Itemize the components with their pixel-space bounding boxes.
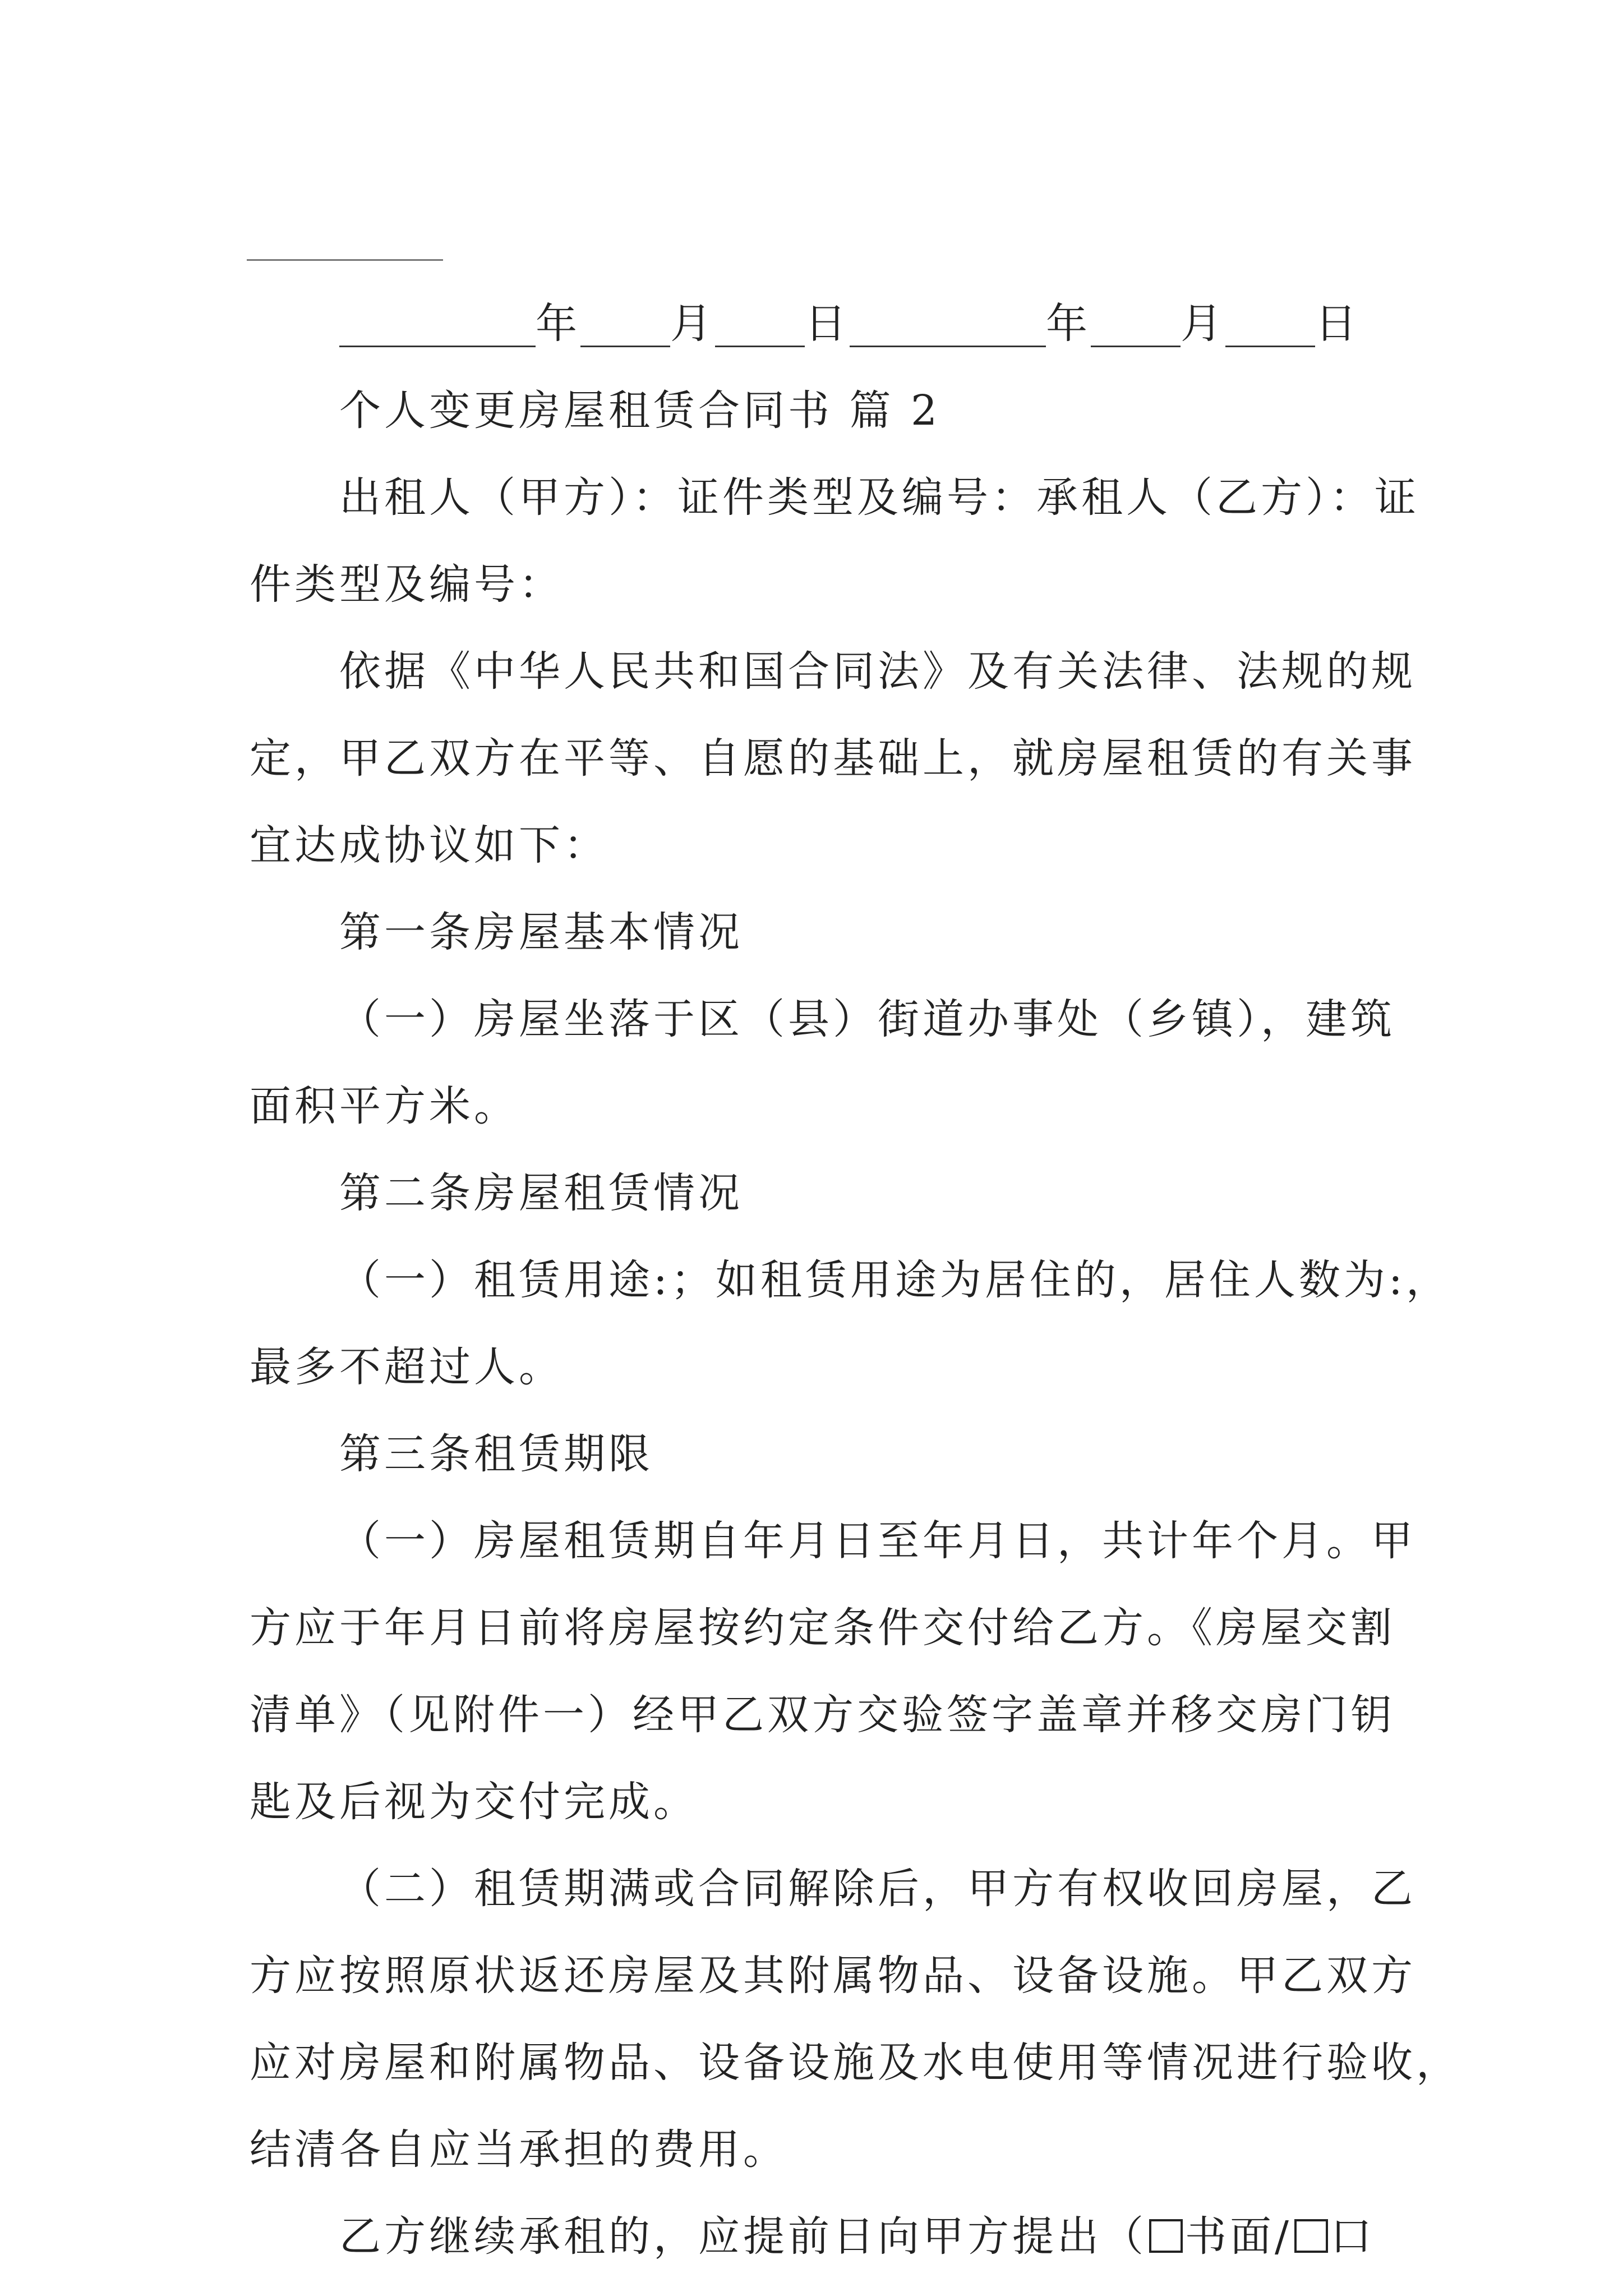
renewal-option-written: 书面/ <box>1185 2212 1292 2261</box>
article-3-p2-line-2: 方应按照原状返还房屋及其附属物品、设备设施。甲乙双方 <box>250 1952 1416 2000</box>
year-label-2: 年 <box>1046 300 1091 348</box>
month-label-1: 月 <box>670 300 715 348</box>
article-3-p1-line-2: 方应于年月日前将房屋按约定条件交付给乙方。《房屋交割 <box>250 1604 1395 1652</box>
section-title: 个人变更房屋租赁合同书 篇 2 <box>339 386 941 435</box>
article-3-p2-line-1: （二）租赁期满或合同解除后，甲方有权收回房屋，乙 <box>339 1865 1416 1913</box>
checkbox-written <box>1149 2219 1183 2253</box>
month-blank-2 <box>1091 301 1181 347</box>
party-line-1: 出租人（甲方）：证件类型及编号：承租人（乙方）：证 <box>339 473 1419 522</box>
article-3-heading: 第三条租赁期限 <box>339 1430 653 1478</box>
month-label-2: 月 <box>1181 300 1225 348</box>
party-line-2: 件类型及编号： <box>250 560 564 609</box>
intro-line-1: 依据《中华人民共和国合同法》及有关法律、法规的规 <box>339 647 1416 696</box>
renewal-prefix: 乙方继续承租的，应提前日向甲方提出（ <box>339 2212 1147 2261</box>
year-blank-2 <box>850 301 1046 347</box>
month-blank-1 <box>580 301 670 347</box>
article-2-p1-line-2: 最多不超过人。 <box>250 1343 564 1391</box>
day-label-2: 日 <box>1315 300 1360 348</box>
article-1-p1-line-1: （一）房屋坐落于区（县）街道办事处（乡镇），建筑 <box>339 995 1395 1043</box>
year-blank-1 <box>339 301 536 347</box>
document-body <box>250 280 1461 2280</box>
year-label-1: 年 <box>536 300 580 348</box>
article-3-p1-line-3: 清单》（见附件一）经甲乙双方交验签字盖章并移交房门钥 <box>250 1691 1395 1739</box>
article-1-p1-line-2: 面积平方米。 <box>250 1082 519 1130</box>
renewal-option-oral: 口 <box>1330 2212 1375 2261</box>
article-3-p2-line-4: 结清各自应当承担的费用。 <box>250 2125 788 2174</box>
article-3-p2-line-3: 应对房屋和附属物品、设备设施及水电使用等情况进行验收， <box>250 2039 1461 2087</box>
article-3-p1-line-1: （一）房屋租赁期自年月日至年月日，共计年个月。甲 <box>339 1517 1416 1565</box>
header-rule <box>247 259 443 261</box>
article-2-p1-line-1: （一）租赁用途:；如租赁用途为居住的，居住人数为:， <box>339 1256 1451 1304</box>
day-blank-2 <box>1225 301 1315 347</box>
day-blank-1 <box>715 301 805 347</box>
intro-line-3: 宜达成协议如下： <box>250 821 608 869</box>
day-label-1: 日 <box>805 300 850 348</box>
intro-line-2: 定，甲乙双方在平等、自愿的基础上，就房屋租赁的有关事 <box>250 734 1416 783</box>
renewal-line <box>250 2193 1394 2280</box>
article-1-heading: 第一条房屋基本情况 <box>339 908 743 956</box>
checkbox-oral <box>1294 2219 1328 2253</box>
article-3-p1-line-4: 匙及后视为交付完成。 <box>250 1778 698 1826</box>
signature-date-row <box>250 280 1394 367</box>
article-2-heading: 第二条房屋租赁情况 <box>339 1169 743 1217</box>
